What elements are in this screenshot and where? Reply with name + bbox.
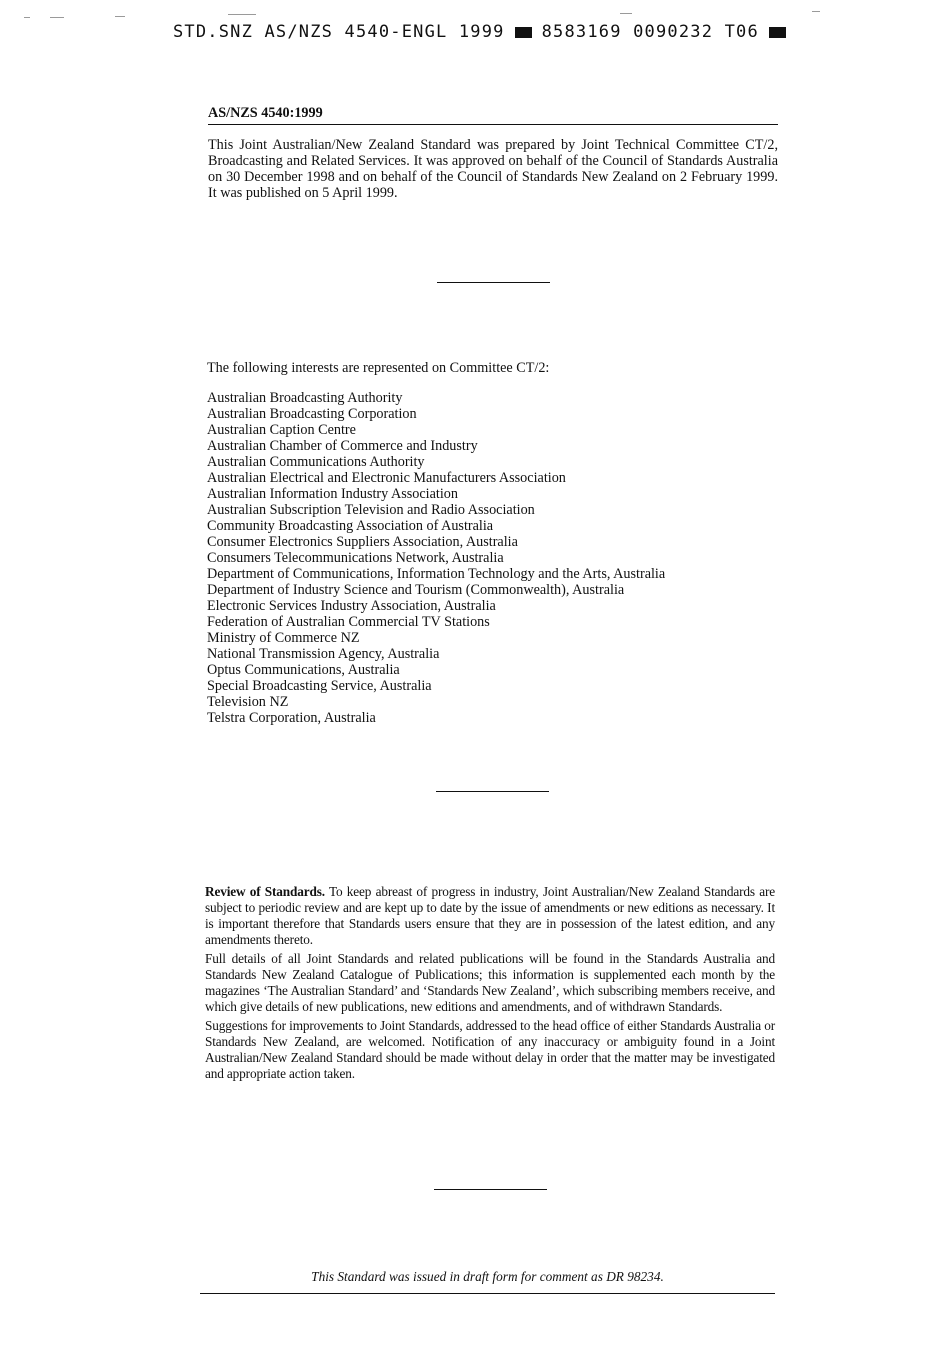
review-paragraph-2: Full details of all Joint Standards and related publications will be found in the Standards Australia and Standards New Zealand Catalogue of Publications; this information is supplemented each month by the magazines ‘The Australian Standard’ and ‘Standards New Zealand’, which subscribing members receive, and which give details of new publications, new editions and amendments, and of withdrawn Standards. <box>205 951 775 1014</box>
scan-mark <box>115 16 125 17</box>
committee-member: National Transmission Agency, Australia <box>207 646 440 662</box>
committee-member: Ministry of Commerce NZ <box>207 630 360 646</box>
committee-member: Australian Chamber of Commerce and Industry <box>207 438 478 454</box>
section-divider <box>434 1189 547 1190</box>
section-divider <box>436 791 549 792</box>
committee-member: Special Broadcasting Service, Australia <box>207 678 432 694</box>
committee-member: Department of Industry Science and Tourism (Commonwealth), Australia <box>207 582 625 598</box>
standard-id: AS/NZS 4540:1999 <box>208 105 778 125</box>
scan-mark <box>228 14 256 15</box>
document-header-code <box>173 20 798 44</box>
intro-paragraph: This Joint Australian/New Zealand Standard was prepared by Joint Technical Committee CT/2, Broadcasting and Related Services. It was approved on behalf of the Council of Standards Australia on 30 December 1998 and on behalf of the Council of Standards New Zealand on 2 February 1999. It was published on 5 April 1999. <box>208 137 778 201</box>
committee-member: Australian Information Industry Association <box>207 486 458 502</box>
committee-member: Consumer Electronics Suppliers Association, Australia <box>207 534 518 550</box>
review-of-standards-section <box>205 884 775 1082</box>
committee-member: Consumers Telecommunications Network, Australia <box>207 550 504 566</box>
section-divider <box>437 282 550 283</box>
scan-mark <box>50 17 64 18</box>
scan-mark <box>24 17 30 18</box>
committee-heading: The following interests are represented on Committee CT/2: <box>207 360 550 376</box>
header-code-part1: STD.SNZ AS/NZS 4540-ENGL 1999 <box>173 22 505 42</box>
draft-issue-note: This Standard was issued in draft form for comment as DR 98234. <box>200 1269 775 1294</box>
committee-member: Telstra Corporation, Australia <box>207 710 376 726</box>
review-paragraph-1 <box>205 884 775 948</box>
committee-member: Electronic Services Industry Association, Australia <box>207 598 496 614</box>
committee-member: Australian Broadcasting Corporation <box>207 406 417 422</box>
review-text-1: To keep abreast of progress in industry, Joint Australian/New Zealand Standards are subject to periodic review and are kept up to date by the issue of amendments or new editions as necessary. It is important therefore that Standards users ensure that they are in possession of the latest edition, and any amendments thereto. <box>205 884 775 947</box>
committee-member: Federation of Australian Commercial TV Stations <box>207 614 490 630</box>
committee-member: Department of Communications, Information Technology and the Arts, Australia <box>207 566 666 582</box>
committee-member: Community Broadcasting Association of Australia <box>207 518 494 534</box>
committee-member: Australian Subscription Television and Radio Association <box>207 502 535 518</box>
committee-member: Australian Broadcasting Authority <box>207 390 403 406</box>
header-code-part2: 8583169 0090232 T06 <box>541 22 759 42</box>
review-paragraph-3: Suggestions for improvements to Joint Standards, addressed to the head office of either Standards Australia or Standards New Zealand, are welcomed. Notification of any inaccuracy or ambiguity found in a Joint Australian/New Zealand Standard should be made without delay in order that the matter may be investigated and appropriate action taken. <box>205 1018 775 1081</box>
header-block-mark <box>515 27 532 38</box>
review-heading: Review of Standards. <box>205 884 325 899</box>
scan-mark <box>620 13 632 14</box>
header-block-mark <box>769 27 786 38</box>
committee-member-list <box>207 390 827 726</box>
committee-member: Australian Communications Authority <box>207 454 425 470</box>
committee-member: Television NZ <box>207 694 289 710</box>
committee-member: Australian Electrical and Electronic Manufacturers Association <box>207 470 566 486</box>
committee-member: Australian Caption Centre <box>207 422 356 438</box>
scan-mark <box>812 11 820 12</box>
committee-member: Optus Communications, Australia <box>207 662 400 678</box>
